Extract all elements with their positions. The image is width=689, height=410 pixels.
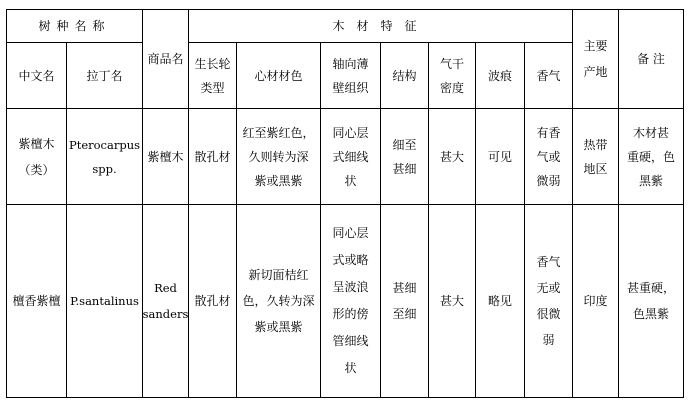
row1-growth-ring-type: 散孔材 — [194, 149, 231, 164]
row2-air-dry-density: 甚大 — [439, 294, 464, 308]
header-odor: 香气 — [536, 68, 561, 83]
row1-chinese-name: 紫檀木 （类） — [18, 136, 55, 177]
row2-texture: 甚细 至细 — [392, 281, 417, 321]
header-axial-parenchyma: 轴向薄 壁组织 — [332, 56, 369, 95]
header-texture: 结构 — [392, 68, 417, 83]
header-species-name-group: 树种名称 — [38, 19, 111, 33]
row1-ripple-marks: 可见 — [487, 149, 512, 164]
row2-growth-ring-type: 散孔材 — [194, 294, 231, 308]
row2-odor: 香气 无或 很微 弱 — [536, 255, 561, 347]
row1-remarks: 木材甚 重硬，色 黑紫 — [626, 125, 675, 188]
header-main-origin: 主要 产地 — [583, 39, 608, 79]
row1-latin-name: Pterocarpus spp. — [68, 137, 141, 176]
row2-chinese-name: 檀香紫檀 — [12, 294, 61, 308]
row2-heartwood-color: 新切面桔红 色，久转为深 紫或黑紫 — [242, 268, 315, 334]
row2-latin-name: P.santalinus — [70, 294, 139, 308]
row2-remarks: 甚重硬， 色黑紫 — [626, 281, 675, 321]
row2-trade-name: Red sanders — [142, 281, 189, 321]
row1-main-origin: 热带 地区 — [583, 137, 608, 176]
row1-axial-parenchyma: 同心层 式细线 状 — [332, 125, 369, 188]
header-ripple-marks: 波痕 — [487, 68, 512, 83]
row1-odor: 有香 气或 微弱 — [536, 125, 561, 188]
row2-ripple-marks: 略见 — [487, 294, 512, 308]
header-remarks: 备 注 — [637, 52, 665, 66]
row2-main-origin: 印度 — [583, 294, 608, 308]
header-wood-features-group: 木材特征 — [332, 19, 429, 33]
row1-texture: 细至 甚细 — [392, 137, 417, 176]
header-chinese-name: 中文名 — [18, 68, 55, 83]
header-trade-name: 商品名 — [147, 52, 184, 66]
row1-air-dry-density: 甚大 — [439, 149, 464, 164]
header-air-dry-density: 气干 密度 — [439, 56, 464, 95]
header-heartwood-color: 心材材色 — [254, 68, 303, 83]
header-latin-name: 拉丁名 — [86, 68, 123, 83]
row1-heartwood-color: 红至紫红色， 久则转为深 紫或黑紫 — [242, 125, 315, 188]
row1-trade-name: 紫檀木 — [147, 149, 184, 164]
header-growth-ring-type: 生长轮 类型 — [194, 56, 231, 95]
row2-axial-parenchyma: 同心层 式或略 呈波浪 形的傍 管细线 状 — [332, 226, 369, 375]
